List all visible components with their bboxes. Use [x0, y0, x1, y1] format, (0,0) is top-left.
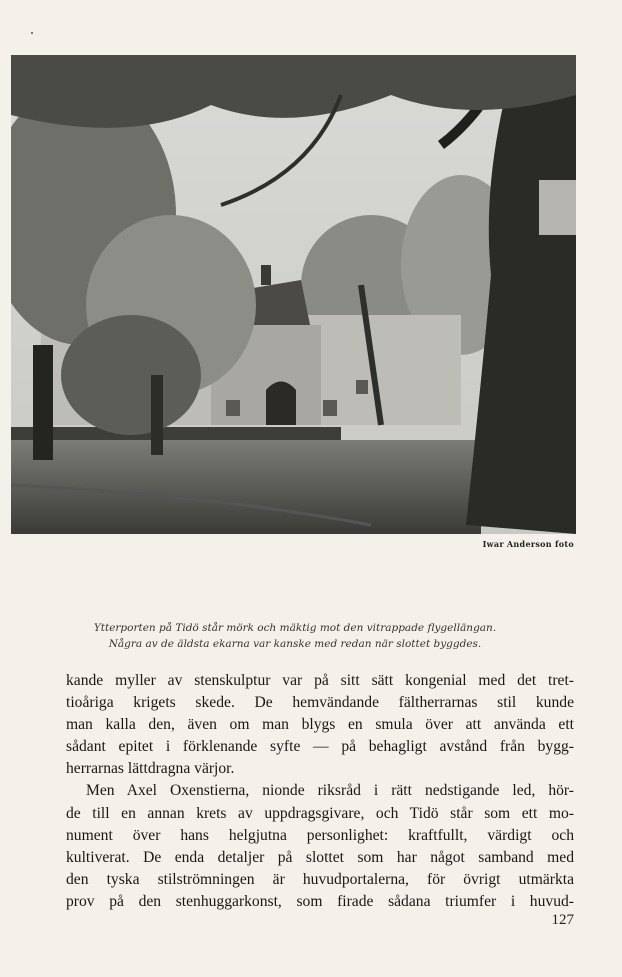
- text-line: man kalla den, även om man blygs en smula över att använda ett: [66, 716, 574, 734]
- body-text: [66, 670, 574, 913]
- text-line: herrarnas lättdragna värjor.: [66, 760, 235, 778]
- text-line: kultiverat. De enda detaljer på slottet som har något samband med: [66, 848, 574, 866]
- text-line: tioåriga krigets skede. De hemvändande fältherrarnas stil kunde: [66, 694, 574, 712]
- text-line: den tyska stilströmningen är huvudportalerna, för övrigt utmärkta: [66, 870, 574, 888]
- text-line: kande myller av stenskulptur var på sitt sätt kongenial med det tret-: [66, 672, 574, 689]
- text-line: de till en annan krets av uppdragsgivare, och Tidö står som ett mo-: [66, 804, 574, 822]
- text-line: prov på den stenhuggarkonst, som firade sådana triumfer i huvud-: [66, 892, 574, 910]
- photo-credit: Iwar Anderson foto: [482, 539, 574, 549]
- photograph: [11, 55, 576, 534]
- page-number: 127: [551, 912, 574, 928]
- text-line: Men Axel Oxenstierna, nionde riksråd i rätt nedstigande led, hör-: [86, 782, 574, 800]
- speck: [31, 32, 33, 34]
- castle-photo-illustration: [11, 55, 576, 534]
- caption-line: Ytterporten på Tidö står mörk och mäktig mot den vitrappade flygellängan.: [93, 622, 497, 634]
- photo-caption: [60, 620, 530, 652]
- text-line: sådant epitet i förklenande syfte — på behagligt avstånd från bygg-: [66, 738, 574, 756]
- caption-line: Några av de äldsta ekarna var kanske med redan när slottet byggdes.: [108, 638, 482, 650]
- text-line: nument över hans helgjutna personlighet: kraftfullt, värdigt och: [66, 826, 574, 844]
